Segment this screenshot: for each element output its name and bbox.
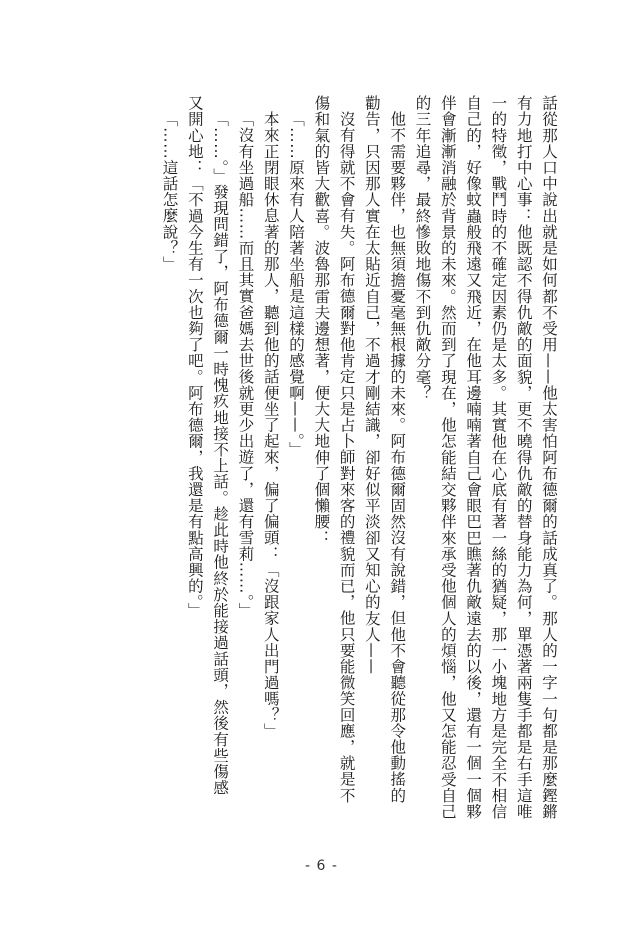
page-number: - 6 - (305, 858, 338, 874)
text-line: 傷和氣的皆大歡喜。波魯那雷夫邊想著，便大大地伸了個懶腰： (312, 95, 331, 546)
text-line: 勸告，只因那人實在太貼近自己，不過才剛結識，卻好似平淡卻又知心的友人—— (362, 95, 381, 675)
text-line: 一的特徵，戰鬥時的不確定因素仍是太多。其實他在心底有著一絲的猶疑，那一小塊地方是完全不相信 (489, 95, 508, 820)
text-line: 伴會漸漸消融於背景的未來。然而到了現在，他怎能結交夥伴來承受他個人的煩惱，他又怎能忍受自己 (438, 95, 457, 820)
text-line: 「沒有坐過船……而且其實爸媽去世後就更少出遊了，還有雪莉……。」 (236, 111, 255, 619)
text-line: 沒有得就不會有失。阿布德爾對他肯定只是占卜師對來客的禮貌而已，他只要能微笑回應，就是不 (337, 111, 356, 804)
text-line: 「……這話怎麼說？」 (160, 111, 179, 273)
text-line: 自己的，好像蚊蟲般飛遠又飛近，在他耳邊喃喃著自己會眼巴巴瞧著仇敵遠去的以後，還有一個一個夥 (464, 95, 483, 820)
text-line: 有力地打中心事：他既認不得仇敵的面貌，更不曉得仇敵的替身能力為何，單憑著兩隻手都是右手這唯 (514, 95, 533, 820)
text-line: 「……。」發現問錯了，阿布德爾一時愧疚地接不上話。趁此時他終於能接過話頭，然後有些傷感 (211, 111, 230, 796)
text-line: 話從那人口中說出就是如何都不受用——他太害怕阿布德爾的話成真了。那人的一字一句都是那麼鏗鏘 (540, 95, 558, 820)
text-line: 本來正閉眼休息著的那人，聽到他的話便坐了起來，偏了偏頭：「沒跟家人出門過嗎？」 (261, 111, 280, 740)
text-line: 的三年追尋，最終慘敗地傷不到仇敵分毫？ (413, 95, 432, 401)
text-line: 又開心地：「不過今生有一次也夠了吧。阿布德爾，我還是有點高興的。」 (185, 95, 204, 619)
vertical-text-body (156, 95, 561, 820)
text-line: 他不需要夥伴，也無須擔憂毫無根據的未來。阿布德爾固然沒有說錯，但他不會聽從那令他動搖的 (388, 111, 407, 804)
text-line: 「……原來有人陪著坐船是這樣的感覺啊——。」 (287, 111, 306, 458)
